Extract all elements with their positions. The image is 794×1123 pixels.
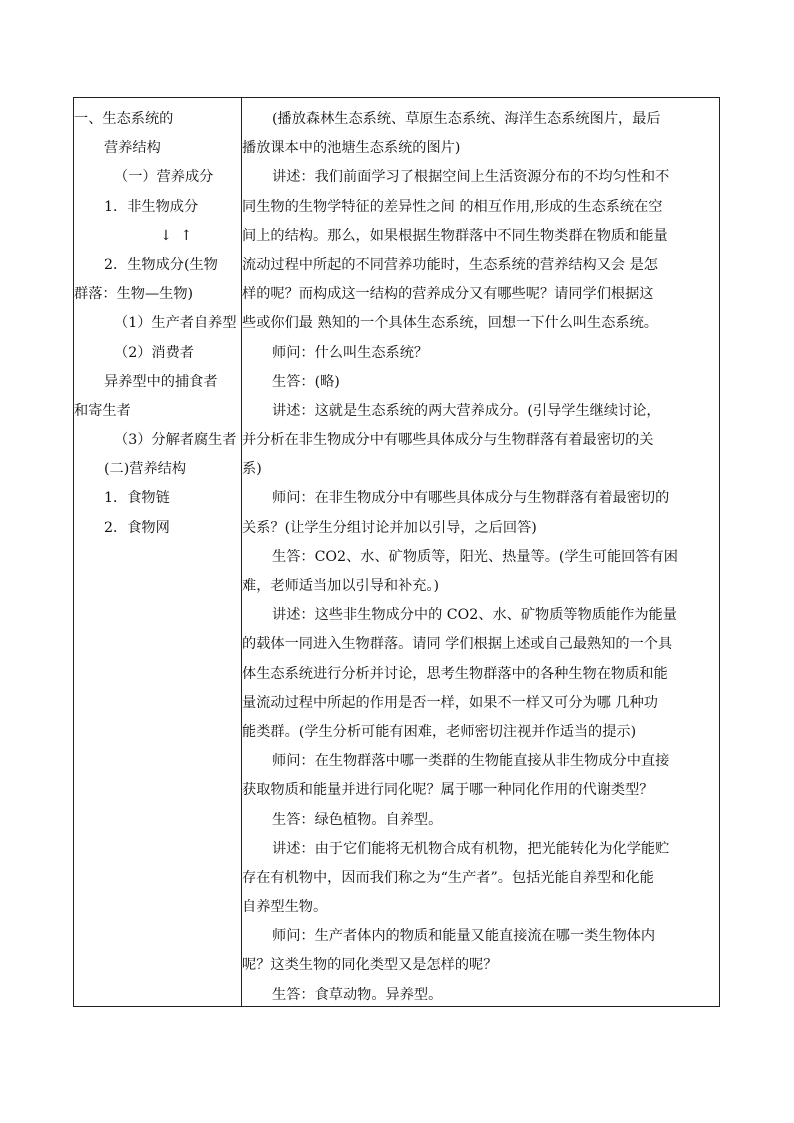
content-line: 体生态系统进行分析并讨论，思考生物群落中的各种生物在物质和能: [242, 665, 668, 682]
content-line: 师问：生产者体内的物质和能量又能直接流在哪一类生物体内: [272, 928, 656, 945]
content-line: 师问：什么叫生态系统？: [272, 344, 429, 361]
outline-line: 1．食物链: [104, 490, 170, 507]
content-line: 师问：在非生物成分中有哪些具体成分与生物群落有着最密切的: [272, 490, 670, 507]
outline-line: （1）生产者自养型: [114, 315, 237, 332]
outline-line: 营养结构: [104, 140, 161, 157]
content-line: 难，老师适当加以引导和补充。): [242, 578, 440, 594]
content-line: 量流动过程中所起的作用是否一样，如果不一样又可分为哪 几种功: [242, 694, 658, 711]
outline-line: 异养型中的捕食者: [104, 373, 218, 390]
content-line: 讲述：由于它们能将无机物合成有机物，把光能转化为化学能贮: [272, 840, 670, 857]
outline-column: [74, 98, 242, 1006]
outline-line: 2．生物成分(生物: [104, 256, 218, 273]
outline-line: 和寄生者: [74, 402, 131, 419]
content-line: 播放课本中的池塘生态系统的图片): [242, 140, 461, 157]
content-line: 间上的结构。那么，如果根据生物群落中不同生物类群在物质和能量: [242, 227, 668, 244]
content-line: 系): [242, 461, 262, 478]
outline-line: (二)营养结构: [104, 461, 187, 478]
content-line: 的载体一同进入生物群落。请同 学们根据上述或自己最熟知的一个具: [242, 636, 673, 653]
outline-line: 一、生态系统的: [74, 111, 174, 127]
content-line: 自养型生物。: [242, 899, 328, 916]
content-line: 讲述：我们前面学习了根据空间上生活资源分布的不均匀性和不: [272, 169, 670, 186]
content-line: 师问：在生物群落中哪一类群的生物能直接从非生物成分中直接: [272, 753, 670, 770]
outline-line: （一）营养成分: [114, 169, 214, 186]
content-line: 些或你们最 熟知的一个具体生态系统，回想一下什么叫生态系统。: [242, 315, 658, 332]
outline-line: 群落：生物—生物): [74, 286, 194, 303]
content-line: 流动过程中所起的不同营养功能时，生态系统的营养结构又会 是怎: [242, 256, 658, 273]
outline-line: 2．食物网: [104, 519, 170, 536]
content-line: 讲述：这些非生物成分中的 CO2、水、矿物质等物质能作为能量: [272, 607, 677, 624]
content-line: 同生物的生物学特征的差异性之间 的相互作用,形成的生态系统在空: [242, 198, 663, 215]
content-line: 并分析在非生物成分中有哪些具体成分与生物群落有着最密切的关: [242, 432, 654, 449]
content-line: 生答：CO2、水、矿物质等，阳光、热量等。(学生可能回答有困: [272, 548, 678, 565]
arrow-icon-line: ↓ ↑: [160, 227, 195, 244]
content-line: 讲述：这就是生态系统的两大营养成分。(引导学生继续讨论，: [272, 402, 661, 419]
outline-line: （2）消费者: [114, 344, 194, 361]
content-line: 关系？(让学生分组讨论并加以引导，之后回答): [242, 519, 537, 536]
content-line: 样的呢？而构成这一结构的营养成分又有哪些呢？请同学们根据这: [242, 286, 654, 303]
content-line: 生答：绿色植物。自养型。: [272, 811, 443, 828]
content-line: 能类群。(学生分析可能有困难，老师密切注视并作适当的提示): [242, 723, 637, 740]
content-line: 存在有机物中，因而我们称之为“生产者”。包括光能自养型和化能: [242, 869, 654, 886]
content-line: (播放森林生态系统、草原生态系统、海洋生态系统图片，最后: [272, 111, 661, 127]
content-column: [242, 98, 719, 1006]
content-line: 生答：食草动物。异养型。: [272, 986, 443, 1003]
content-line: 生答：(略): [272, 373, 340, 390]
content-line: 获取物质和能量并进行同化呢？属于哪一种同化作用的代谢类型？: [242, 782, 654, 799]
outline-line: 1．非生物成分: [104, 198, 199, 215]
lesson-table: [73, 97, 720, 1007]
outline-line: （3）分解者腐生者: [114, 432, 237, 449]
content-line: 呢？这类生物的同化类型又是怎样的呢？: [242, 957, 498, 974]
